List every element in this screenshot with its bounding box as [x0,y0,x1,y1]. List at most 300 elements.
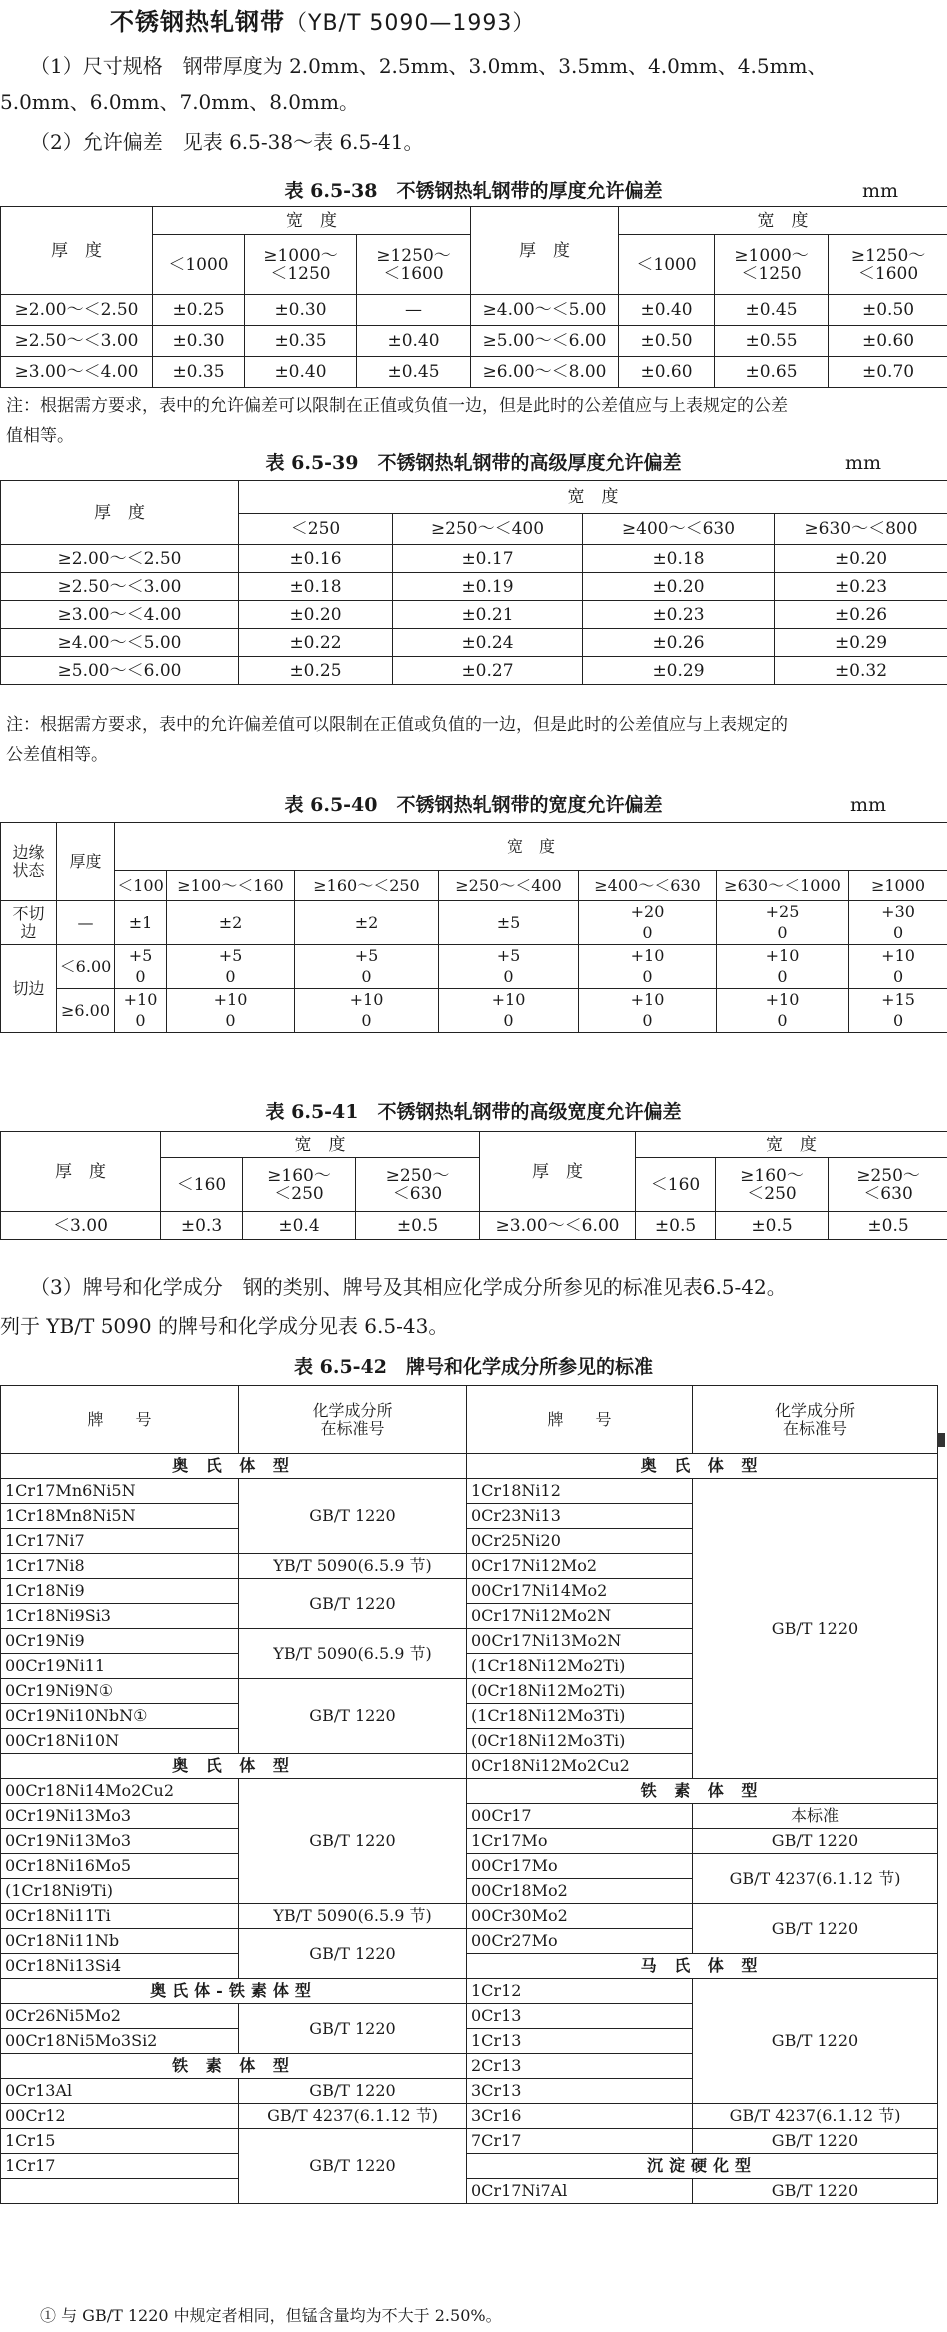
table-cell: 0 [849,967,947,989]
table-cell: ＜160 [161,1158,243,1212]
table-cell: GB/T 1220 [239,2079,467,2104]
table-cell: 00Cr17Mo [467,1854,693,1879]
table-cell: ≥6.00 [57,989,115,1033]
text-line: ≥250～ [385,1165,450,1186]
table-cell: ±0.18 [583,545,775,573]
table-cell: ≥160～＜250 [295,871,439,901]
table-cell: ±0.40 [245,357,357,388]
paragraph-tolerance: （2）允许偏差 见表 6.5-38～表 6.5-41。 [30,130,424,154]
table-cell: ≥400～＜630 [583,514,775,545]
table-cell: 0 [579,1011,717,1033]
table-cell: GB/T 1220 [239,2004,467,2054]
table-row [1,295,947,326]
header-thickness: 厚 度 [480,1132,636,1212]
table-cell: ≥1000 [849,871,947,901]
table-cell: +10 [439,989,579,1011]
text-line: ≥1000～ [734,245,809,266]
table-cell: 0Cr19Ni9N① [1,1679,239,1704]
paragraph-size-spec: （1）尺寸规格 钢带厚度为 2.0mm、2.5mm、3.0mm、3.5mm、4.0mm、4.5mm、 [30,54,828,78]
text-line: ＜630 [863,1183,913,1204]
table-cell [1,2179,239,2204]
table-cell: ≥100～＜160 [167,871,295,901]
table-cell: 1Cr18Mn8Ni5N [1,1504,239,1529]
text-line: 注：根据需方要求，表中的允许偏差可以限制在正值或负值一边，但是此时的公差值应与上表规定的公差 [6,396,788,416]
table-cell: ≥2.50～＜3.00 [1,573,239,601]
table-40 [0,822,947,1033]
group-austenitic-ferritic: 奥氏体-铁素体型 [1,1979,467,2004]
table-cell: ±0.26 [583,629,775,657]
table-row [1,545,947,573]
header-col: ＜1000 [619,235,715,295]
table-cell: 1Cr15 [1,2129,239,2154]
table-41 [0,1131,947,1240]
table-cell: GB/T 1220 [239,1779,467,1904]
table-cell: 0Cr17Ni7Al [467,2179,693,2204]
table-cell: 0 [167,967,295,989]
table-cell: ±0.30 [245,295,357,326]
text-line: 在标准号 [782,1418,847,1438]
header-standard [693,1386,938,1454]
table-cell: (0Cr18Ni12Mo2Ti) [467,1679,693,1704]
table-cell: 0 [717,923,849,945]
table-cell: ±0.19 [393,573,583,601]
table-cell: 0 [167,1011,295,1033]
table-39-note [6,710,941,770]
table-cell: GB/T 1220 [693,1479,938,1779]
table-cell: ±0.25 [239,657,393,685]
table-cell: 0Cr23Ni13 [467,1504,693,1529]
table-cell: 1Cr13 [467,2029,693,2054]
header-width: 宽 度 [115,823,947,871]
text-line: 在标准号 [320,1418,385,1438]
table-cell: 00Cr19Ni11 [1,1654,239,1679]
table-row [1,945,947,967]
table-cell: ±0.5 [636,1212,716,1240]
table-cell: 0Cr25Ni20 [467,1529,693,1554]
table-cell: ±0.20 [775,545,947,573]
header-width: 宽 度 [619,207,947,235]
table-row [1,989,947,1011]
table-cell: 1Cr17 [1,2154,239,2179]
header-thickness: 厚 度 [1,481,239,545]
table-cell: YB/T 5090(6.5.9 节) [239,1554,467,1579]
table-cell: ±0.45 [715,295,829,326]
paragraph-size-spec-cont: 5.0mm、6.0mm、7.0mm、8.0mm。 [0,90,359,114]
table-39-caption: 表 6.5-39 不锈钢热轧钢带的高级厚度允许偏差 [265,452,682,474]
paragraph-grades-cont: 列于 YB/T 5090 的牌号和化学成分见表 6.5-43。 [0,1314,449,1338]
table-cell: 1Cr18Ni9Si3 [1,1604,239,1629]
table-cell: ±0.26 [775,601,947,629]
table-row [1,1779,938,1804]
table-row [1,1804,938,1829]
table-cell: +25 [717,901,849,923]
table-cell: ＜100 [115,871,167,901]
table-cell: ±0.50 [829,295,947,326]
table-cell: 0 [115,967,167,989]
table-cell: ＜160 [636,1158,716,1212]
table-cell: ±0.65 [715,357,829,388]
table-cell: ＜250 [239,514,393,545]
table-cell: ±0.60 [619,357,715,388]
table-cell: 0 [295,967,439,989]
table-cell: ≥2.00～＜2.50 [1,545,239,573]
table-cell: +5 [439,945,579,967]
table-cell: +10 [579,945,717,967]
table-cell: ＜6.00 [57,945,115,989]
table-row [1,1479,938,1504]
text-line: ≥1000～ [263,245,338,266]
table-39-unit: mm [845,452,882,474]
table-cell: 00Cr18Mo2 [467,1879,693,1904]
table-cell: — [357,295,471,326]
table-row [1,1132,947,1158]
table-cell: 0Cr18Ni11Nb [1,1929,239,1954]
table-cell: 00Cr30Mo2 [467,1904,693,1929]
table-cell: +30 [849,901,947,923]
table-row [1,823,947,871]
table-cell: ≥5.00～＜6.00 [471,326,619,357]
table-row [1,871,947,901]
table-cell: +5 [115,945,167,967]
table-cell: ±0.5 [356,1212,480,1240]
table-row [1,1854,938,1879]
table-cell: 0Cr19Ni9 [1,1629,239,1654]
table-row [1,629,947,657]
table-41-caption: 表 6.5-41 不锈钢热轧钢带的高级宽度允许偏差 [265,1101,682,1123]
table-cell: ≥4.00～＜5.00 [1,629,239,657]
table-cell: +10 [115,989,167,1011]
header-width: 宽 度 [153,207,471,235]
table-cell: +5 [167,945,295,967]
section-title [110,2,535,37]
table-cell: ±0.18 [239,573,393,601]
table-cell [716,1158,829,1212]
text-line: ＜1250 [741,263,802,284]
table-cell: ±0.21 [393,601,583,629]
table-cell: ≥5.00～＜6.00 [1,657,239,685]
table-cell: ±0.35 [153,357,245,388]
table-cell: (1Cr18Ni9Ti) [1,1879,239,1904]
text-line: ＜1600 [383,263,444,284]
table-row [1,901,947,923]
table-cell: GB/T 1220 [693,2129,938,2154]
table-cell: 0Cr13Al [1,2079,239,2104]
text-line: ≥1250～ [376,245,451,266]
table-cell: ≥630～＜1000 [717,871,849,901]
table-cell: ±0.23 [775,573,947,601]
table-cell: GB/T 1220 [239,2129,467,2204]
table-cell: 0 [717,1011,849,1033]
table-cell: 1Cr17Mn6Ni5N [1,1479,239,1504]
table-cell: ±0.20 [239,601,393,629]
table-cell: ±0.23 [583,601,775,629]
table-42-caption: 表 6.5-42 牌号和化学成分所参见的标准 [294,1356,653,1378]
table-42 [0,1385,938,2204]
header-width: 宽 度 [161,1132,480,1158]
table-cell: ±0.29 [583,657,775,685]
header-width: 宽 度 [636,1132,947,1158]
table-row [1,1011,947,1033]
header-col: ＜1000 [153,235,245,295]
table-cell: 0Cr19Ni13Mo3 [1,1804,239,1829]
table-cell: ±0.30 [153,326,245,357]
table-row [1,657,947,685]
table-cell: 本标准 [693,1804,938,1829]
table-row [1,573,947,601]
table-cell: 1Cr18Ni9 [1,1579,239,1604]
table-cell: 0Cr18Ni16Mo5 [1,1854,239,1879]
title-standard: （YB/T 5090—1993） [285,11,536,36]
header-grade: 牌 号 [1,1386,239,1454]
table-cell: ±0.4 [243,1212,356,1240]
table-cell: ±0.5 [829,1212,947,1240]
header-thickness: 厚 度 [471,207,619,295]
table-cell: YB/T 5090(6.5.9 节) [239,1629,467,1679]
table-row [1,1979,938,2004]
table-cell: +10 [295,989,439,1011]
text-line: 状态 [12,860,45,880]
table-row [1,2179,938,2204]
table-row [1,1212,947,1240]
table-cell: GB/T 1220 [239,1479,467,1554]
table-38 [0,206,947,388]
table-row [1,967,947,989]
table-cell: (0Cr18Ni12Mo3Ti) [467,1729,693,1754]
header-width: 宽 度 [239,481,947,514]
table-cell: 0Cr17Ni12Mo2N [467,1604,693,1629]
table-cell: 0Cr19Ni10NbN① [1,1704,239,1729]
table-cell: 0Cr18Ni13Si4 [1,1954,239,1979]
table-cell: ≥3.00～＜6.00 [480,1212,636,1240]
table-cell: 1Cr17Mo [467,1829,693,1854]
table-cell: +10 [579,989,717,1011]
table-cell: +10 [849,945,947,967]
table-cell: 2Cr13 [467,2054,693,2079]
text-line: 值相等。 [6,426,74,446]
group-austenitic: 奥 氏 体 型 [1,1754,467,1779]
text-line: ≥160～ [267,1165,331,1186]
table-cell: ±2 [295,901,439,945]
table-cell: ≥400～＜630 [579,871,717,901]
table-cell: GB/T 1220 [239,1679,467,1754]
table-cell: GB/T 1220 [693,1904,938,1954]
table-cell: ±0.45 [357,357,471,388]
text-line: 化学成分所 [774,1400,855,1420]
table-cell: ±0.25 [153,295,245,326]
table-cell: +10 [167,989,295,1011]
table-cell: ≥630～＜800 [775,514,947,545]
table-40-unit: mm [850,794,887,816]
text-line: 注：根据需方要求，表中的允许偏差值可以限制在正值或负值的一边，但是此时的公差值应与上表规定的 [6,715,788,735]
table-cell: (1Cr18Ni12Mo2Ti) [467,1654,693,1679]
table-cell: 0 [717,967,849,989]
table-cell: ±5 [439,901,579,945]
table-38-unit: mm [862,180,899,202]
group-martensitic: 马 氏 体 型 [467,1954,938,1979]
table-cell: GB/T 1220 [693,2179,938,2204]
text-line: 不切 [12,903,45,923]
table-cell: ≥2.50～＜3.00 [1,326,153,357]
table-cell: 00Cr12 [1,2104,239,2129]
title-text: 不锈钢热轧钢带 [110,7,285,36]
table-cell: ±0.35 [245,326,357,357]
table-cell: ±0.16 [239,545,393,573]
table-cell: ±0.40 [619,295,715,326]
table-38-caption: 表 6.5-38 不锈钢热轧钢带的厚度允许偏差 [284,180,663,202]
text-line: ＜630 [392,1183,443,1204]
table-cell: 0 [439,1011,579,1033]
table-cell [829,1158,947,1212]
group-ferritic: 铁 素 体 型 [1,2054,467,2079]
table-cell: ±0.22 [239,629,393,657]
table-cell: ±0.17 [393,545,583,573]
text-line: 化学成分所 [312,1400,393,1420]
table-cell: (1Cr18Ni12Mo3Ti) [467,1704,693,1729]
table-cell: ≥3.00～＜4.00 [1,357,153,388]
header-thickness: 厚 度 [1,1132,161,1212]
header-col [715,235,829,295]
table-cell: GB/T 1220 [693,1979,938,2104]
table-cell: 0 [579,923,717,945]
table-cell: ≥3.00～＜4.00 [1,601,239,629]
table-cell: 3Cr16 [467,2104,693,2129]
table-cell: 0Cr18Ni11Ti [1,1904,239,1929]
table-cell: GB/T 4237(6.1.12 节) [693,1854,938,1904]
table-cell: 1Cr12 [467,1979,693,2004]
table-cell: 00Cr17Ni13Mo2N [467,1629,693,1654]
group-precipitation-hardening: 沉淀硬化型 [467,2154,938,2179]
table-cell: ±2 [167,901,295,945]
table-cell: 0 [115,1011,167,1033]
table-cell: 00Cr18Ni5Mo3Si2 [1,2029,239,2054]
table-cell: ≥2.00～＜2.50 [1,295,153,326]
table-row [1,357,947,388]
header-grade: 牌 号 [467,1386,693,1454]
table-cell: — [57,901,115,945]
table-cell: ＜3.00 [1,1212,161,1240]
table-cell: 0 [579,967,717,989]
header-col [245,235,357,295]
table-cell: ±0.32 [775,657,947,685]
paragraph-grades: （3）牌号和化学成分 钢的类别、牌号及其相应化学成分所参见的标准见表6.5-42。 [30,1275,787,1299]
table-cell: GB/T 1220 [239,1929,467,1979]
text-line: ≥1250～ [850,245,926,266]
table-cell: ±0.29 [775,629,947,657]
table-cell: 0Cr19Ni13Mo3 [1,1829,239,1854]
table-cell: ≥250～＜400 [393,514,583,545]
table-cell: 00Cr18Ni14Mo2Cu2 [1,1779,239,1804]
table-cell: +10 [717,945,849,967]
text-line: 公差值相等。 [6,745,108,765]
text-line: ＜1250 [270,263,331,284]
table-row [1,1904,938,1929]
table-cell: GB/T 4237(6.1.12 节) [239,2104,467,2129]
header-edge [1,823,57,901]
table-cell: 7Cr17 [467,2129,693,2154]
table-40-caption: 表 6.5-40 不锈钢热轧钢带的宽度允许偏差 [284,794,663,816]
header-col [829,235,947,295]
table-cell: +20 [579,901,717,923]
table-cell: ±0.50 [619,326,715,357]
table-cell: GB/T 4237(6.1.12 节) [693,2104,938,2129]
table-row [1,2154,938,2179]
table-row [1,1829,938,1854]
table-cell: 0 [295,1011,439,1033]
table-cell: ±0.70 [829,357,947,388]
table-cell: GB/T 1220 [239,1579,467,1629]
text-line: 边缘 [12,842,45,862]
table-cell: ±0.27 [393,657,583,685]
table-cell: 00Cr17 [467,1804,693,1829]
table-39 [0,480,947,685]
text-line: ＜250 [747,1183,797,1204]
table-cell: 00Cr27Mo [467,1929,693,1954]
table-cell: ±0.24 [393,629,583,657]
text-line: ＜1600 [857,263,919,284]
table-cell: 0Cr18Ni12Mo2Cu2 [467,1754,693,1779]
table-cell: +10 [717,989,849,1011]
header-standard [239,1386,467,1454]
table-cell: 0Cr13 [467,2004,693,2029]
table-row [1,601,947,629]
table-row [1,207,947,235]
table-cell: 0Cr26Ni5Mo2 [1,2004,239,2029]
table-cell: ±0.20 [583,573,775,601]
edge-mill [1,901,57,945]
edge-cut: 切边 [1,945,57,1033]
table-row [1,1386,938,1454]
table-cell: 3Cr13 [467,2079,693,2104]
text-line: ≥160～ [740,1165,804,1186]
footnote: ① 与 GB/T 1220 中规定者相同，但锰含量均为不大于 2.50%。 [40,2306,502,2325]
table-38-note [6,391,941,451]
group-austenitic: 奥 氏 体 型 [467,1454,938,1479]
table-cell [243,1158,356,1212]
text-line: ≥250～ [856,1165,920,1186]
table-cell: ±1 [115,901,167,945]
table-cell: ±0.60 [829,326,947,357]
header-thickness: 厚 度 [1,207,153,295]
group-ferritic: 铁 素 体 型 [467,1779,938,1804]
table-cell: ±0.55 [715,326,829,357]
table-cell: +5 [295,945,439,967]
table-cell: 0Cr17Ni12Mo2 [467,1554,693,1579]
table-cell: 0 [849,1011,947,1033]
table-cell: 1Cr17Ni7 [1,1529,239,1554]
header-col [357,235,471,295]
table-cell: ≥6.00～＜8.00 [471,357,619,388]
table-cell: 1Cr17Ni8 [1,1554,239,1579]
table-cell: ≥250～＜400 [439,871,579,901]
table-row [1,2129,938,2154]
table-cell: GB/T 1220 [693,1829,938,1854]
text-line: ＜250 [274,1183,324,1204]
header-thickness: 厚度 [57,823,115,901]
table-row [1,2104,938,2129]
table-cell [356,1158,480,1212]
table-cell: +15 [849,989,947,1011]
table-cell: ±0.3 [161,1212,243,1240]
table-cell: ≥4.00～＜5.00 [471,295,619,326]
table-cell: ±0.5 [716,1212,829,1240]
table-cell: 0 [439,967,579,989]
table-row [1,481,947,514]
table-cell: 00Cr18Ni10N [1,1729,239,1754]
table-cell: 0 [849,923,947,945]
table-cell: 1Cr18Ni12 [467,1479,693,1504]
page-edge-marker [937,1433,945,1447]
table-row [1,1454,938,1479]
